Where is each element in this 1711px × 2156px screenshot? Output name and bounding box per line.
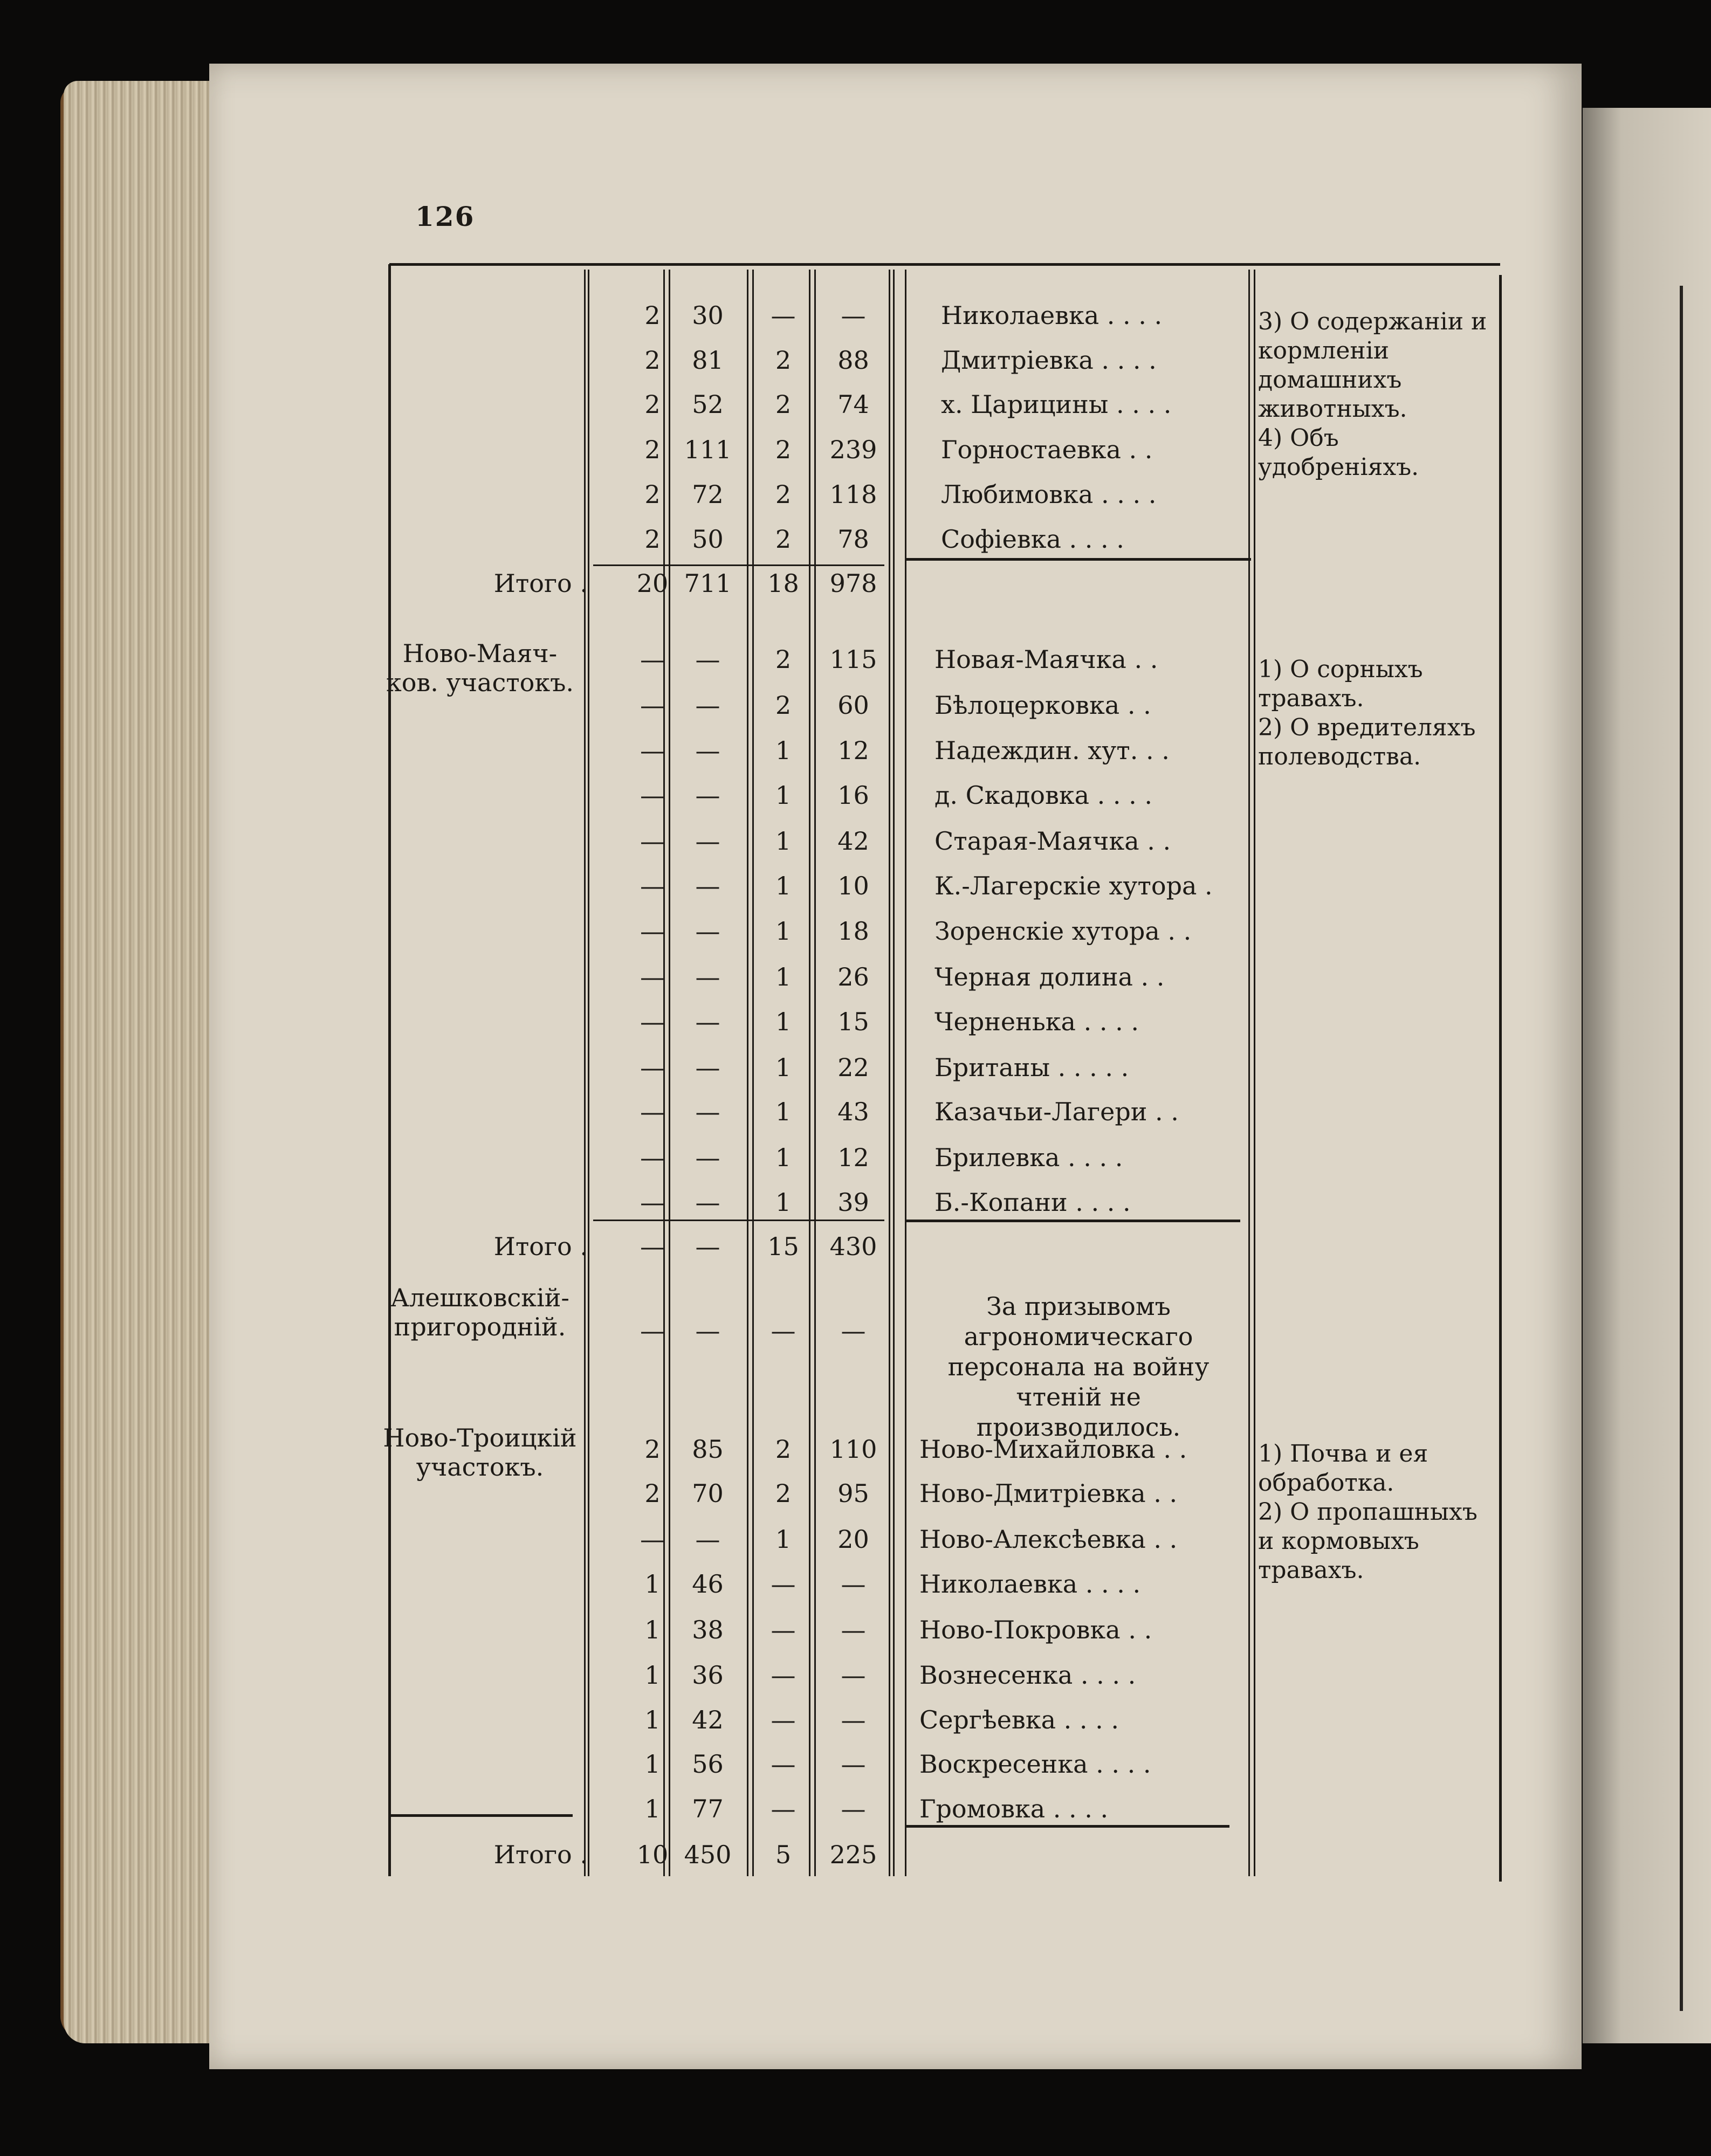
locality-name: х. Царицины . . . .	[941, 390, 1172, 419]
facing-page	[1583, 108, 1711, 2043]
table-cell-c2: 77	[692, 1794, 724, 1823]
table-cell-c3: —	[771, 1615, 796, 1644]
table-cell-c1: —	[640, 1188, 665, 1217]
subtotal-rule	[593, 564, 884, 566]
column-rule	[747, 270, 748, 1876]
table-cell-c3: —	[771, 1316, 796, 1345]
table-cell-c1: 2	[644, 1435, 661, 1464]
locality-name: Софіевка . . . .	[941, 525, 1124, 554]
table-cell-c4: 95	[837, 1479, 869, 1508]
table-cell-c1: 2	[644, 390, 661, 419]
locality-name: Любимовка . . . .	[941, 480, 1157, 509]
table-cell-c3: 1	[775, 917, 792, 946]
column-rule	[905, 270, 906, 1876]
table-cell-c4: 18	[837, 917, 869, 946]
table-cell-c1: 1	[644, 1615, 661, 1644]
table-cell-c1: —	[640, 826, 665, 856]
locality-name: Новая-Маячка . .	[934, 645, 1158, 674]
table-cell-c4: 42	[837, 826, 869, 856]
table-cell-c3: 2	[775, 1479, 792, 1508]
table-cell-c2: —	[695, 1316, 720, 1345]
table-cell-c3: 1	[775, 1525, 792, 1554]
table-cell-c1: —	[640, 917, 665, 946]
table-cell-c4: 78	[837, 525, 869, 554]
table-cell-c2: 85	[692, 1435, 724, 1464]
locality-name: Горностаевка . .	[941, 435, 1153, 464]
table-cell-c2: —	[695, 1097, 720, 1126]
table-cell-c1: —	[640, 962, 665, 991]
table-cell-c4: 10	[837, 871, 869, 900]
table-cell-c1: —	[640, 1097, 665, 1126]
table-cell-c2: 70	[692, 1479, 724, 1508]
locality-name: Надеждин. хут. . .	[934, 736, 1170, 765]
table-cell-c2: —	[695, 1143, 720, 1172]
total-label: Итого .	[493, 1840, 588, 1869]
table-cell-c4: 39	[837, 1188, 869, 1217]
table-top-rule	[389, 263, 1500, 266]
total-cell-c4: 430	[829, 1232, 877, 1261]
table-cell-c1: 2	[644, 301, 661, 330]
table-cell-c1: —	[640, 1007, 665, 1036]
total-cell-c4: 978	[829, 569, 877, 598]
table-cell-c4: 22	[837, 1053, 869, 1082]
table-cell-c3: 2	[775, 435, 792, 464]
total-cell-c1: —	[640, 1232, 665, 1261]
table-cell-c4: —	[841, 1316, 866, 1345]
locality-name: Воскресенка . . . .	[919, 1749, 1151, 1779]
table-cell-c3: 1	[775, 781, 792, 810]
column-rule	[588, 270, 589, 1876]
table-cell-c2: —	[695, 917, 720, 946]
locality-name: Бѣлоцерковка . .	[934, 691, 1151, 720]
table-cell-c3: —	[771, 301, 796, 330]
table-cell-c2: —	[695, 645, 720, 674]
subtotal-rule	[906, 1220, 1240, 1222]
table-cell-c1: 1	[644, 1794, 661, 1823]
column-rule	[1254, 270, 1255, 1876]
locality-name: Черная долина . .	[934, 962, 1165, 991]
total-cell-c1: 20	[636, 569, 669, 598]
table-cell-c3: 1	[775, 1188, 792, 1217]
total-cell-c3: 18	[767, 569, 799, 598]
table-cell-c1: —	[640, 645, 665, 674]
total-cell-c1: 10	[636, 1840, 669, 1869]
locality-name: Старая-Маячка . .	[934, 826, 1171, 856]
table-cell-c3: 2	[775, 645, 792, 674]
subtotal-rule	[389, 1814, 573, 1817]
table-cell-c2: 81	[692, 346, 724, 375]
locality-name: Сергѣевка . . . .	[919, 1705, 1119, 1734]
table-cell-c4: 43	[837, 1097, 869, 1126]
table-cell-c1: 2	[644, 1479, 661, 1508]
subtotal-rule	[906, 1825, 1229, 1828]
locality-name: Громовка . . . .	[919, 1794, 1109, 1823]
table-cell-c4: —	[841, 1615, 866, 1644]
table-cell-c1: —	[640, 1525, 665, 1554]
table-cell-c2: 52	[692, 390, 724, 419]
table-cell-c3: —	[771, 1705, 796, 1734]
table-cell-c4: 60	[837, 691, 869, 720]
table-cell-c3: —	[771, 1749, 796, 1779]
table-cell-c4: 12	[837, 1143, 869, 1172]
table-cell-c3: 1	[775, 736, 792, 765]
table-cell-c1: —	[640, 871, 665, 900]
locality-name: Б.-Копани . . . .	[934, 1188, 1131, 1217]
table-cell-c3: 1	[775, 1097, 792, 1126]
table-cell-c4: 115	[829, 645, 877, 674]
table-cell-c1: —	[640, 736, 665, 765]
table-cell-c4: —	[841, 1569, 866, 1599]
table-cell-c4: 20	[837, 1525, 869, 1554]
total-cell-c2: 711	[684, 569, 732, 598]
table-cell-c4: —	[841, 1794, 866, 1823]
total-cell-c4: 225	[829, 1840, 877, 1869]
locality-name: Ново-Дмитріевка . .	[919, 1479, 1178, 1508]
table-cell-c1: 2	[644, 346, 661, 375]
table-cell-c2: 111	[684, 435, 732, 464]
table-cell-c2: —	[695, 1053, 720, 1082]
locality-name: Ново-Михайловка . .	[919, 1435, 1187, 1464]
column-rule	[814, 270, 816, 1876]
locality-name: Дмитріевка . . . .	[941, 346, 1157, 375]
lecture-topics: 1) Почва и ея обработка. 2) О пропашныхъ и кормовыхъ травахъ.	[1258, 1440, 1478, 1584]
table-cell-c4: —	[841, 1661, 866, 1690]
table-cell-c4: 88	[837, 346, 869, 375]
section-label: Ново-Троицкій участокъ.	[383, 1423, 577, 1482]
table-cell-c1: 1	[644, 1661, 661, 1690]
total-cell-c2: 450	[684, 1840, 732, 1869]
total-label: Итого .	[493, 1232, 588, 1261]
table-cell-c3: 2	[775, 390, 792, 419]
table-cell-c2: —	[695, 1525, 720, 1554]
table-cell-c1: 1	[644, 1705, 661, 1734]
table-cell-c2: —	[695, 826, 720, 856]
page-edges	[64, 81, 215, 2043]
table-cell-c3: 1	[775, 826, 792, 856]
table-cell-c3: 2	[775, 1435, 792, 1464]
no-readings-note: За призывомъ агрономическаго персонала на войну чтеній не производилось.	[947, 1292, 1210, 1442]
section-label: Алешковскій- пригородній.	[390, 1283, 569, 1341]
table-cell-c2: 56	[692, 1749, 724, 1779]
locality-name: Казачьи-Лагери . .	[934, 1097, 1179, 1126]
table-cell-c3: 1	[775, 962, 792, 991]
table-cell-c2: —	[695, 871, 720, 900]
table-cell-c1: 2	[644, 525, 661, 554]
locality-name: К.-Лагерскіе хутора .	[934, 871, 1213, 900]
table-cell-c2: 36	[692, 1661, 724, 1690]
locality-name: Вознесенка . . . .	[919, 1661, 1136, 1690]
locality-name: Брилевка . . . .	[934, 1143, 1123, 1172]
table-cell-c3: 1	[775, 871, 792, 900]
table-cell-c3: 2	[775, 691, 792, 720]
lecture-topics: 1) О сорныхъ травахъ. 2) О вредителяхъ полеводства.	[1258, 656, 1476, 770]
table-right-rule	[1499, 275, 1502, 1882]
total-cell-c3: 15	[767, 1232, 799, 1261]
table-cell-c1: —	[640, 1143, 665, 1172]
table-cell-c3: 1	[775, 1053, 792, 1082]
table-cell-c3: 1	[775, 1143, 792, 1172]
section-label: Ново-Маяч- ков. участокъ.	[386, 639, 574, 697]
table-cell-c3: 1	[775, 1007, 792, 1036]
table-left-rule	[388, 264, 391, 1876]
total-cell-c2: —	[695, 1232, 720, 1261]
table-cell-c3: 2	[775, 346, 792, 375]
table-cell-c4: —	[841, 1749, 866, 1779]
lecture-topics: 3) О содержаніи и кормленіи домашнихъ животныхъ. 4) Объ удобреніяхъ.	[1258, 308, 1487, 481]
table-cell-c4: 118	[829, 480, 877, 509]
table-cell-c2: —	[695, 691, 720, 720]
table-cell-c3: —	[771, 1569, 796, 1599]
table-cell-c4: 12	[837, 736, 869, 765]
table-cell-c2: —	[695, 736, 720, 765]
total-label: Итого .	[493, 569, 588, 598]
locality-name: Ново-Покровка . .	[919, 1615, 1152, 1644]
column-rule	[893, 270, 895, 1876]
table-cell-c2: —	[695, 781, 720, 810]
table-cell-c1: —	[640, 691, 665, 720]
locality-name: Черненька . . . .	[934, 1007, 1139, 1036]
locality-name: Ново-Алексѣевка . .	[919, 1525, 1178, 1554]
table-cell-c4: —	[841, 1705, 866, 1734]
table-cell-c1: 1	[644, 1569, 661, 1599]
table-cell-c1: 2	[644, 480, 661, 509]
table-cell-c4: 16	[837, 781, 869, 810]
locality-name: д. Скадовка . . . .	[934, 781, 1153, 810]
table-cell-c1: —	[640, 1053, 665, 1082]
table-cell-c4: 110	[829, 1435, 877, 1464]
table-cell-c1: 2	[644, 435, 661, 464]
locality-name: Британы . . . . .	[934, 1053, 1129, 1082]
table-cell-c4: 239	[829, 435, 877, 464]
table-cell-c2: —	[695, 962, 720, 991]
column-rule	[584, 270, 586, 1876]
table-cell-c3: —	[771, 1661, 796, 1690]
table-cell-c1: —	[640, 781, 665, 810]
table-cell-c2: —	[695, 1007, 720, 1036]
table-cell-c3: 2	[775, 525, 792, 554]
table-cell-c2: 72	[692, 480, 724, 509]
table-cell-c2: 38	[692, 1615, 724, 1644]
page-number: 126	[415, 201, 475, 232]
subtotal-rule	[593, 1220, 884, 1221]
table-cell-c4: 74	[837, 390, 869, 419]
subtotal-rule	[906, 558, 1251, 561]
table-cell-c4: 26	[837, 962, 869, 991]
table-cell-c3: 2	[775, 480, 792, 509]
table-cell-c2: —	[695, 1188, 720, 1217]
locality-name: Зоренскіе хутора . .	[934, 917, 1192, 946]
table-cell-c1: 1	[644, 1749, 661, 1779]
table-cell-c2: 46	[692, 1569, 724, 1599]
locality-name: Николаевка . . . .	[919, 1569, 1141, 1599]
locality-name: Николаевка . . . .	[941, 301, 1163, 330]
table-cell-c2: 42	[692, 1705, 724, 1734]
table-cell-c1: —	[640, 1316, 665, 1345]
table-cell-c4: —	[841, 301, 866, 330]
total-cell-c3: 5	[775, 1840, 792, 1869]
table-cell-c4: 15	[837, 1007, 869, 1036]
table-cell-c3: —	[771, 1794, 796, 1823]
table-cell-c2: 50	[692, 525, 724, 554]
table-cell-c2: 30	[692, 301, 724, 330]
